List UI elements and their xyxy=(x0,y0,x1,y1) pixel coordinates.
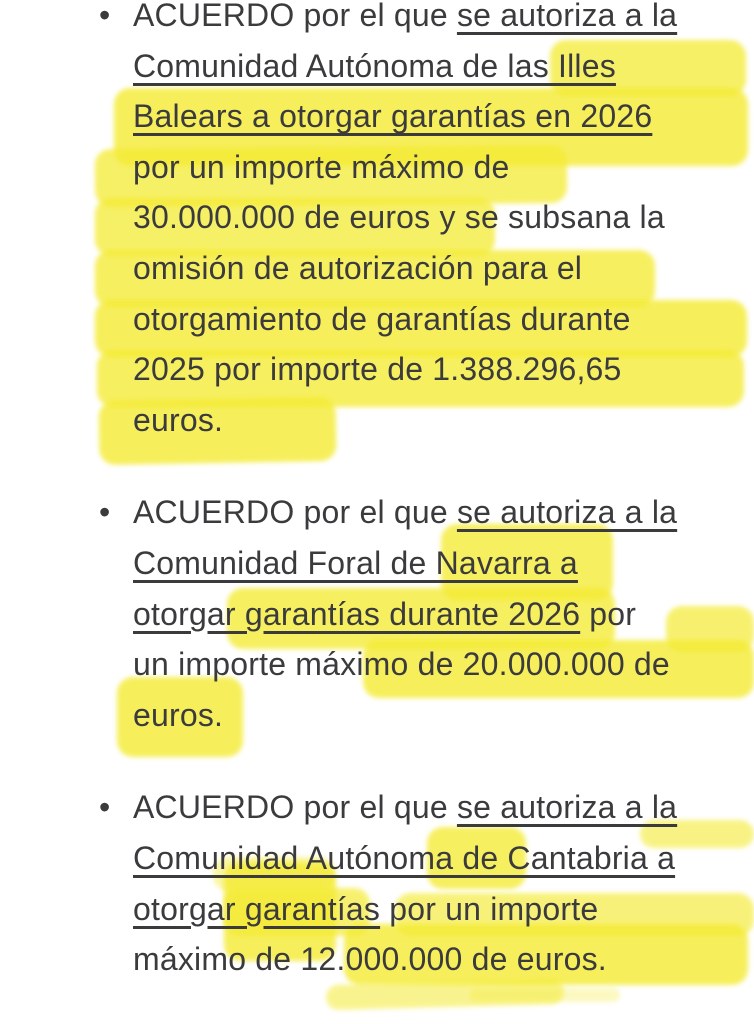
text-line xyxy=(133,589,677,640)
plain-text: euros. xyxy=(133,696,224,733)
list-item xyxy=(99,782,677,984)
plain-text: un importe máximo de 20.000.000 de xyxy=(133,646,670,683)
plain-text: euros. xyxy=(133,401,224,438)
plain-text: máximo de 12.000.000 de euros. xyxy=(133,941,607,978)
plain-text: otorgamiento de garantías durante xyxy=(133,300,631,337)
list-item xyxy=(99,487,677,740)
text-line xyxy=(133,487,677,538)
link-text[interactable]: otorgar garantías durante 2026 xyxy=(133,595,581,632)
text-line xyxy=(133,833,677,884)
plain-text: ACUERDO por el que xyxy=(133,789,457,826)
plain-text: 2025 por importe de 1.388.296,65 xyxy=(133,351,622,388)
text-line xyxy=(133,344,677,395)
link-text[interactable]: Balears a otorgar garantías en 2026 xyxy=(133,98,653,135)
item-text xyxy=(133,0,677,445)
bullet-marker: • xyxy=(99,789,111,826)
text-line xyxy=(133,41,677,92)
plain-text: 30.000.000 de euros y se subsana la xyxy=(133,199,665,236)
text-line xyxy=(133,884,677,935)
bullet-marker: • xyxy=(99,494,111,531)
link-text[interactable]: Comunidad Autónoma de las Illes xyxy=(133,47,616,84)
text-line xyxy=(133,690,677,741)
link-text[interactable]: se autoriza a la xyxy=(456,789,678,826)
text-line xyxy=(133,192,677,243)
link-text[interactable]: se autoriza a la xyxy=(456,0,678,33)
link-text[interactable]: Comunidad Autónoma de Cantabria a xyxy=(133,839,676,876)
plain-text: ACUERDO por el que xyxy=(133,494,457,531)
text-line xyxy=(133,934,677,985)
text-line xyxy=(133,142,677,193)
text-line xyxy=(133,782,677,833)
list-item xyxy=(99,0,677,445)
agreement-list xyxy=(99,0,677,1024)
text-line xyxy=(133,639,677,690)
bullet-marker: • xyxy=(99,0,111,33)
item-text xyxy=(133,782,677,984)
text-line xyxy=(133,0,677,41)
text-line xyxy=(133,243,677,294)
plain-text: por un importe xyxy=(380,890,599,927)
text-line xyxy=(133,294,677,345)
item-text xyxy=(133,487,677,740)
link-text[interactable]: Comunidad Foral de Navarra a xyxy=(133,544,578,581)
plain-text: por xyxy=(580,595,637,632)
plain-text: omisión de autorización para el xyxy=(133,249,583,286)
link-text[interactable]: se autoriza a la xyxy=(456,494,678,531)
text-line xyxy=(133,395,677,446)
text-line xyxy=(133,91,677,142)
plain-text: por un importe máximo de xyxy=(133,148,510,185)
plain-text: ACUERDO por el que xyxy=(133,0,457,33)
link-text[interactable]: otorgar garantías xyxy=(133,890,381,927)
text-line xyxy=(133,538,677,589)
